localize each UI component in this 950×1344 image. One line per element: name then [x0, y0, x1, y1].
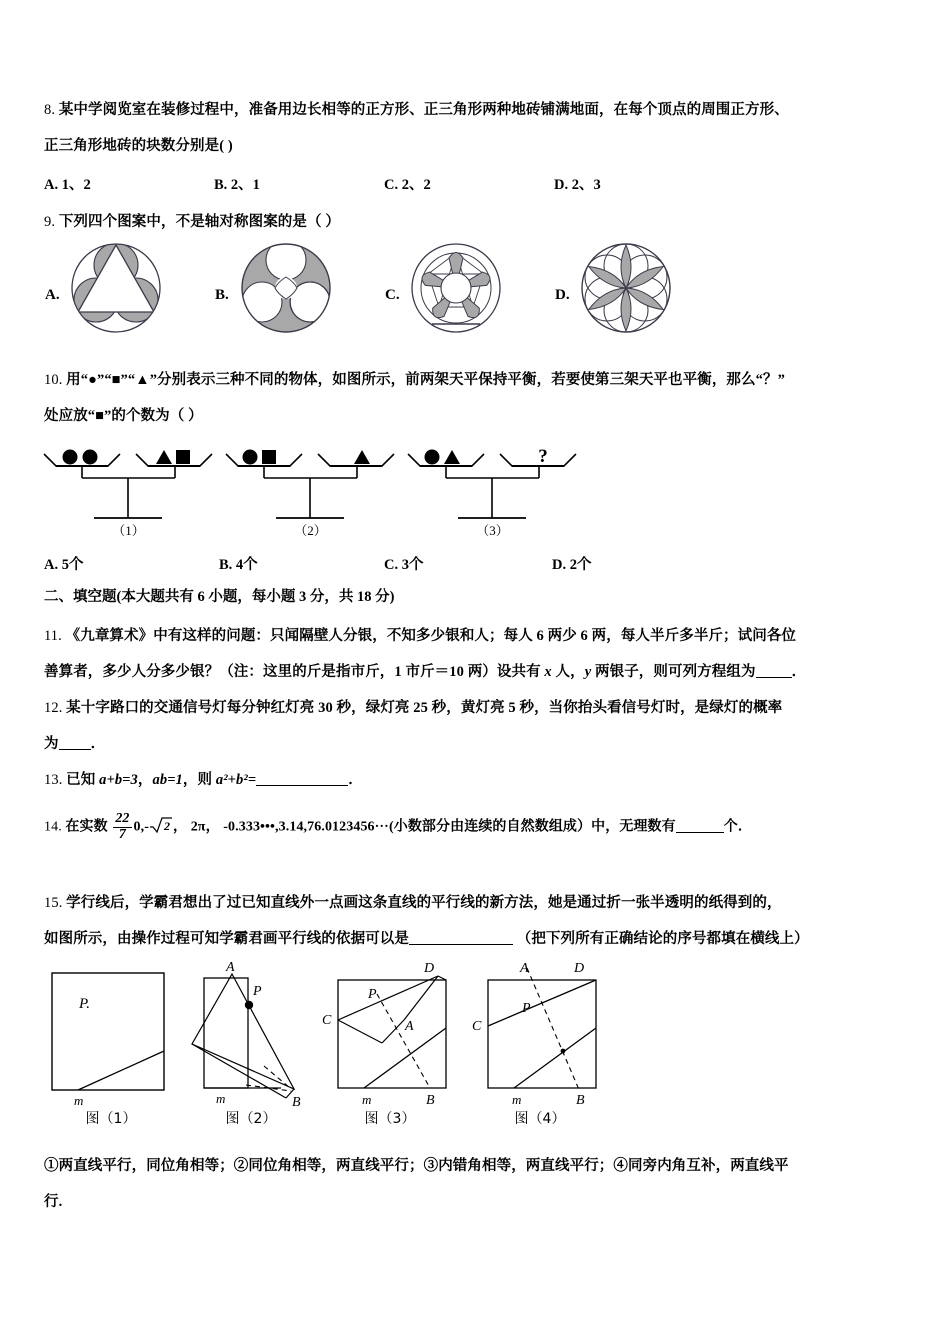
fraction-numerator: 22 [115, 811, 130, 826]
question-14-comma-2pi: ， [173, 819, 191, 835]
question-8-stem [44, 92, 920, 128]
svg-text:C: C [322, 1013, 332, 1028]
question-9-text: 下列四个图案中，不是轴对称图案的是（ ） [58, 214, 340, 230]
question-15-line1: 学行线后，学霸君想出了过已知直线外一点画这条直线的平行线的新方法，她是通过折一张半透明的纸得到的， [66, 895, 782, 911]
question-13-period: ． [348, 772, 363, 788]
question-11-stem [44, 618, 934, 654]
option-10-a-label: A. [44, 557, 59, 573]
fraction-denominator: 7 [118, 826, 126, 842]
question-15-stem [44, 885, 934, 921]
figure-1-diagram [46, 963, 176, 1118]
figure-4-diagram [470, 958, 610, 1118]
question-12-answer-blank[interactable] [59, 749, 91, 750]
option-10-d[interactable] [552, 550, 591, 580]
question-14-two-pi: 2π [190, 819, 206, 835]
question-11-var-y: y [584, 664, 592, 680]
question-15-stem-line2 [44, 921, 934, 957]
balance-caption-2: （2） [294, 523, 327, 538]
option-8-b-text: 2、1 [230, 177, 260, 193]
option-10-a[interactable] [44, 550, 83, 580]
figure-4-caption: 图（4） [514, 1111, 566, 1127]
question-13-answer-blank[interactable] [256, 785, 348, 786]
option-10-b-text: 4个 [235, 557, 258, 573]
figure-1-caption: 图（1） [85, 1111, 137, 1127]
question-15-line2b: （把下列所有正确结论的序号都填在横线上） [516, 931, 809, 947]
question-13-eq2: ab=1 [152, 772, 183, 788]
option-8-a[interactable] [44, 170, 91, 200]
question-14-prefix: 在实数 [65, 819, 112, 835]
svg-text:P: P [522, 1001, 531, 1016]
option-10-d-label: D. [552, 557, 567, 573]
balance-caption-3: （3） [476, 523, 509, 538]
question-11-line2c: 两银子，则可列方程组为 [591, 664, 756, 680]
svg-text:P: P [253, 984, 262, 999]
question-11-stem-line2 [44, 654, 934, 690]
question-10-number: 10. [44, 372, 63, 388]
option-8-b[interactable] [214, 170, 260, 200]
five-point-star-icon [406, 238, 504, 336]
option-10-b[interactable] [219, 550, 258, 580]
question-11-number: 11. [44, 628, 62, 644]
question-10-options [44, 550, 920, 576]
question-15-answer-blank[interactable] [409, 944, 513, 945]
option-8-c-label: C. [384, 177, 399, 193]
question-15-number: 15. [44, 895, 63, 911]
svg-text:m: m [512, 1092, 522, 1107]
question-14-answer-blank[interactable] [676, 832, 724, 833]
question-10-stem [44, 362, 934, 398]
question-8-options [44, 170, 920, 196]
svg-text:A: A [405, 1019, 414, 1034]
option-8-d[interactable] [554, 170, 601, 200]
svg-text:C: C [472, 1019, 482, 1034]
figure-2-caption: 图（2） [225, 1111, 277, 1127]
pinwheel-triskelion-icon [236, 238, 334, 336]
figure-2-diagram [186, 958, 316, 1118]
option-8-b-label: B. [214, 177, 228, 193]
question-11-line2b: 人， [551, 664, 585, 680]
option-8-c-text: 2、2 [401, 177, 431, 193]
fraction-22-over-7 [113, 812, 131, 842]
question-13-sep2: ，则 [182, 772, 216, 788]
svg-text:A: A [520, 961, 529, 976]
question-14-number: 14. [44, 819, 62, 835]
question-14-stem [44, 812, 934, 843]
question-10-line2: 处应放“■”的个数为（ ） [44, 408, 203, 424]
question-15-line2a: 如图所示，由操作过程可知学霸君画平行线的依据可以是 [44, 931, 409, 947]
question-10-line1: 用“●”“■”“▲”分别表示三种不同的物体，如图所示，前两架天平保持平衡，若要使第三架天平也平衡，那么“？” [66, 372, 785, 388]
question-13-eq3: a²+b²= [215, 772, 257, 788]
question-10-stem-line2 [44, 398, 934, 434]
option-10-c[interactable] [384, 550, 423, 580]
question-13-number: 13. [44, 772, 63, 788]
question-11-answer-blank[interactable] [756, 677, 792, 678]
svg-text:B: B [426, 1093, 435, 1108]
option-10-d-text: 2个 [569, 557, 592, 573]
question-12-number: 12. [44, 700, 63, 716]
question-8-number: 8. [44, 102, 56, 118]
question-8-stem-line2 [44, 128, 920, 164]
question-11-var-x: x [544, 664, 552, 680]
svg-text:P: P [368, 987, 377, 1002]
option-8-a-text: 1、2 [61, 177, 91, 193]
question-14-zero-neg: 0,- [133, 819, 149, 835]
question-12-line2: 为 [44, 736, 59, 752]
option-9-c-label[interactable]: C. [385, 287, 400, 303]
question-13-stem [44, 762, 934, 798]
svg-text:m: m [216, 1091, 226, 1106]
option-9-b-label[interactable]: B. [215, 287, 229, 303]
svg-text:B: B [576, 1093, 585, 1108]
question-12-period: ． [90, 736, 106, 752]
sqrt-icon [149, 816, 173, 834]
question-14-sep: ， [205, 819, 224, 835]
option-9-a-label[interactable]: A. [45, 287, 60, 303]
svg-text:D: D [424, 961, 435, 976]
question-12-stem [44, 690, 934, 726]
conclusions-text-1: ①两直线平行，同位角相等；②同位角相等，两直线平行；③内错角相等，两直线平行；④同旁内角互补，两直线平 [44, 1158, 789, 1174]
question-15-conclusions-line1 [44, 1148, 934, 1184]
svg-text:m: m [74, 1093, 84, 1108]
option-8-a-label: A. [44, 177, 59, 193]
question-13-sep1: ， [137, 772, 153, 788]
svg-text:2: 2 [164, 818, 171, 833]
option-10-b-label: B. [219, 557, 233, 573]
question-8-line1: 某中学阅览室在装修过程中，准备用边长相等的正方形、正三角形两种地砖铺满地面，在每个顶点的周围正方形、 [58, 102, 789, 118]
svg-text:A: A [226, 960, 235, 975]
balance-caption-1: （1） [112, 523, 145, 538]
question-15-conclusions-line2 [44, 1184, 934, 1220]
svg-text:m: m [362, 1092, 372, 1107]
question-12-stem-line2 [44, 726, 934, 762]
question-11-line1: 《九章算术》中有这样的问题：只闻隔壁人分银，不知多少银和人；每人 6 两少 6 两，每人半斤多半斤；试问各位 [65, 628, 797, 644]
figure-3-diagram [320, 958, 460, 1118]
question-8-line2: 正三角形地砖的块数分别是( ) [44, 138, 233, 154]
option-10-c-label: C. [384, 557, 399, 573]
option-8-d-label: D. [554, 177, 569, 193]
svg-text:P.: P. [79, 996, 90, 1012]
section-2-heading: 二、填空题(本大题共有 6 小题，每小题 3 分，共 18 分) [44, 589, 395, 605]
question-11-period: ． [791, 664, 807, 680]
question-11-line2a: 善算者，多少人分多少银？（注：这里的斤是指市斤，1 市斤＝10 两）设共有 [44, 664, 545, 680]
question-13-prefix: 已知 [66, 772, 100, 788]
option-10-c-text: 3个 [401, 557, 424, 573]
six-petal-flower-icon [576, 238, 674, 336]
question-9-number: 9. [44, 214, 56, 230]
option-8-c[interactable] [384, 170, 431, 200]
question-9-stem [44, 208, 920, 236]
figure-3-caption: 图（3） [364, 1111, 416, 1127]
conclusions-text-2: 行. [44, 1194, 63, 1210]
svg-text:D: D [574, 961, 585, 976]
svg-text:B: B [292, 1095, 301, 1110]
question-14-decimals: -0.333•••,3.14,76.0123456···(小数部分由连续的自然数组成）中，无理数有 [223, 819, 676, 835]
option-8-d-text: 2、3 [571, 177, 601, 193]
circle-triangle-lobes-icon [66, 238, 164, 336]
question-12-line1: 某十字路口的交通信号灯每分钟红灯亮 30 秒，绿灯亮 25 秒，黄灯亮 5 秒，当你抬头看信号灯时，是绿灯的概率 [66, 700, 783, 716]
svg-text:?: ? [538, 446, 548, 467]
question-14-unit: 个． [723, 819, 752, 835]
option-9-d-label[interactable]: D. [555, 287, 570, 303]
question-13-eq1: a+b=3 [99, 772, 138, 788]
option-10-a-text: 5个 [61, 557, 84, 573]
